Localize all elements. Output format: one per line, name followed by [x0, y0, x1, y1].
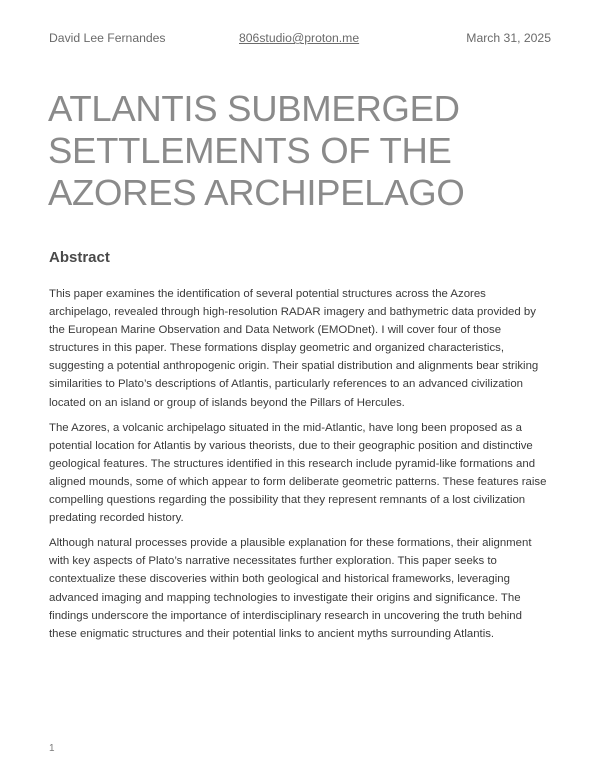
abstract-paragraph: Although natural processes provide a plausible explanation for these formations, their alignment with key aspects of Plato’s narrative necessitates further exploration. This paper seeks to contextualize these discoveries within both geological and historical frameworks, leveraging advanced imaging and mapping technologies to investigate their origins and significance. The findings underscore the importance of interdisciplinary research in uncovering the truth behind these enigmatic structures and their potential links to ancient myths surrounding Atlantis.	[49, 537, 532, 640]
author-email-link[interactable]: 806studio@proton.me	[239, 31, 360, 45]
abstract-paragraph: This paper examines the identification of several potential structures across the Azores archipelago, revealed through high-resolution RADAR imagery and bathymetric data provided by the European Marine Observation and Data Network (EMODnet). I will cover four of those structures in this paper. These formations display geometric and organized characteristics, suggesting a potential anthropogenic origin. Their spatial distribution and alignments bear striking similarities to Plato’s descriptions of Atlantis, particularly references to an advanced civilization located on an island or group of islands beyond the Pillars of Hercules.	[49, 288, 539, 409]
document-title: ATLANTIS SUBMERGED SETTLEMENTS OF THE AZORES ARCHIPELAGO	[48, 88, 465, 213]
page-number: 1	[49, 743, 55, 754]
author-name: David Lee Fernandes	[49, 31, 166, 45]
page-header	[49, 31, 551, 47]
publication-date: March 31, 2025	[466, 31, 551, 45]
abstract-body	[49, 285, 551, 650]
abstract-heading: Abstract	[49, 249, 110, 266]
abstract-paragraph: The Azores, a volcanic archipelago situated in the mid-Atlantic, have long been proposed as a potential location for Atlantis by various theorists, due to their geographic position and distinctive geological features. The structures identified in this research include pyramid-like formations and aligned mounds, some of which appear to form deliberate geometric patterns. These features raise compelling questions regarding the possibility that they represent remnants of a lost civilization predating recorded history.	[49, 421, 547, 525]
